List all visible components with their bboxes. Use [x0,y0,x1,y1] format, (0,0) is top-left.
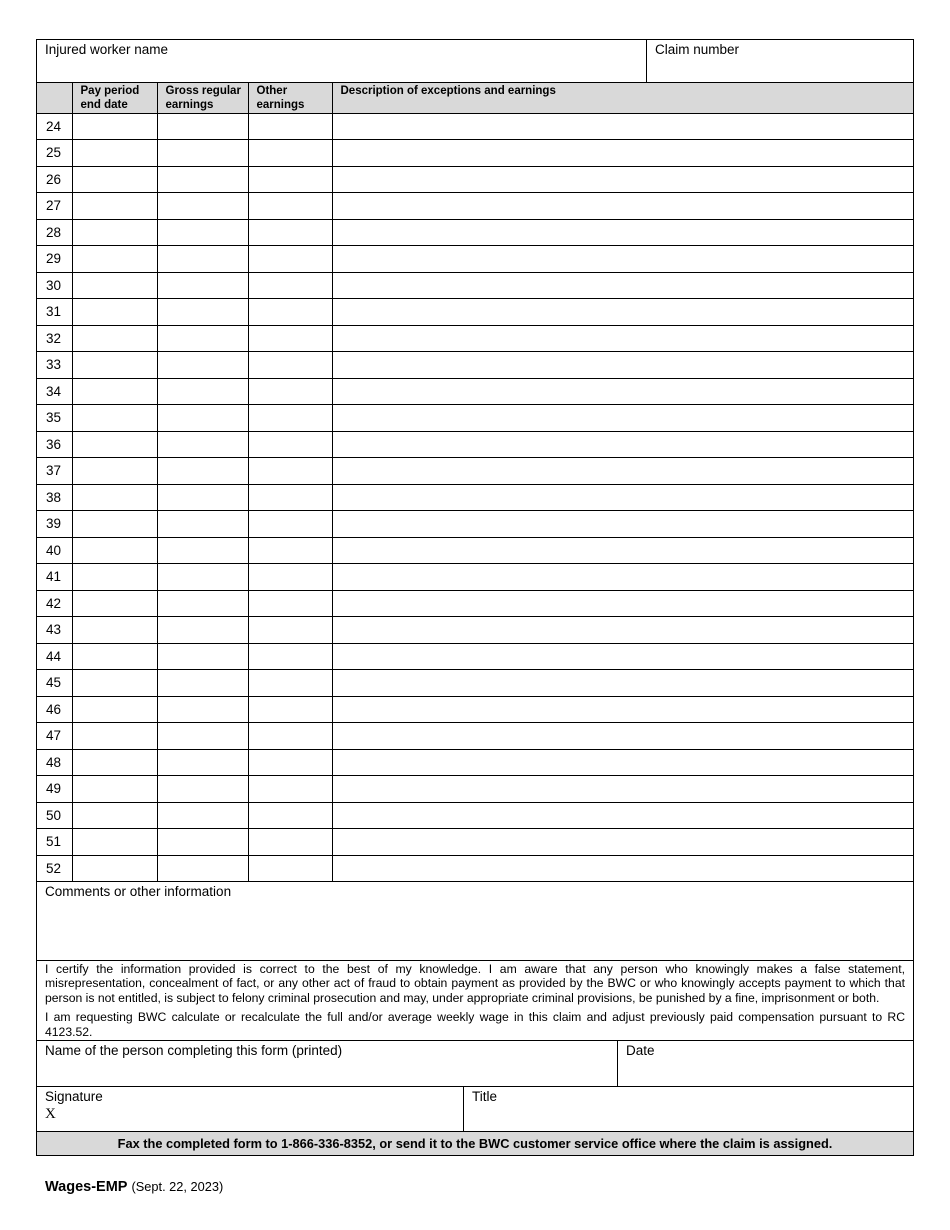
description-cell[interactable] [332,378,913,405]
other-earnings-cell[interactable] [248,299,332,326]
pay-period-end-date-cell[interactable] [72,670,157,697]
injured-worker-name-field[interactable] [37,40,647,82]
signature-label: Signature [45,1089,103,1105]
pay-period-end-date-cell[interactable] [72,193,157,220]
description-cell[interactable] [332,776,913,803]
signature-title-row [37,1087,913,1132]
description-cell[interactable] [332,829,913,856]
certification-paragraph-1: I certify the information provided is correct to the best of my knowledge. I am aware that any person who knowingly makes a false statement, misrepresentation, concealment of fact, or any other act of fraud to obtain payment as provided by the BWC or who knowingly accepts payment to which that person is not entitled, is subject to felony criminal prosecution and may, under appropriate criminal provisions, be punished by a fine, imprisonment or both. [45,962,905,1005]
table-row [37,378,913,405]
row-number: 29 [37,246,72,273]
row-number: 42 [37,590,72,617]
description-cell[interactable] [332,352,913,379]
gross-regular-earnings-cell[interactable] [157,140,248,167]
description-cell[interactable] [332,855,913,882]
gross-regular-earnings-cell[interactable] [157,723,248,750]
form-version: (Sept. 22, 2023) [131,1179,224,1194]
row-number: 46 [37,696,72,723]
pay-period-end-date-cell[interactable] [72,776,157,803]
row-number: 37 [37,458,72,485]
table-row [37,458,913,485]
gross-regular-earnings-cell[interactable] [157,325,248,352]
comments-field[interactable] [37,882,913,961]
row-number: 35 [37,405,72,432]
description-cell[interactable] [332,617,913,644]
gross-regular-earnings-cell[interactable] [157,299,248,326]
other-earnings-cell[interactable] [248,511,332,538]
table-row [37,484,913,511]
other-earnings-cell[interactable] [248,140,332,167]
row-number: 45 [37,670,72,697]
gross-regular-earnings-cell[interactable] [157,193,248,220]
row-number: 52 [37,855,72,882]
description-cell[interactable] [332,802,913,829]
column-header-pay-period-end-date: Pay period end date [72,83,157,113]
table-row [37,537,913,564]
other-earnings-cell[interactable] [248,723,332,750]
certification-paragraph-2: I am requesting BWC calculate or recalculate the full and/or average weekly wage in this claim and adjust previously paid compensation pursuant to RC 4123.52. [45,1010,905,1039]
gross-regular-earnings-cell[interactable] [157,696,248,723]
other-earnings-cell[interactable] [248,378,332,405]
description-cell[interactable] [332,193,913,220]
row-number: 47 [37,723,72,750]
row-number: 41 [37,564,72,591]
table-row [37,193,913,220]
form-footer [45,1179,223,1195]
description-cell[interactable] [332,564,913,591]
description-cell[interactable] [332,643,913,670]
gross-regular-earnings-cell[interactable] [157,776,248,803]
other-earnings-cell[interactable] [248,855,332,882]
gross-regular-earnings-cell[interactable] [157,564,248,591]
form-code: Wages-EMP [45,1179,128,1195]
table-row [37,140,913,167]
table-row [37,299,913,326]
description-cell[interactable] [332,749,913,776]
pay-period-end-date-cell[interactable] [72,272,157,299]
table-row [37,272,913,299]
table-row [37,405,913,432]
gross-regular-earnings-cell[interactable] [157,590,248,617]
date-field[interactable] [618,1041,913,1086]
other-earnings-cell[interactable] [248,670,332,697]
description-cell[interactable] [332,723,913,750]
claim-number-field[interactable] [647,40,913,82]
comments-label: Comments or other information [45,884,232,899]
gross-regular-earnings-cell[interactable] [157,855,248,882]
row-number: 39 [37,511,72,538]
printed-name-field[interactable] [37,1041,618,1086]
description-cell[interactable] [332,325,913,352]
other-earnings-cell[interactable] [248,776,332,803]
gross-regular-earnings-cell[interactable] [157,246,248,273]
description-cell[interactable] [332,140,913,167]
injured-worker-name-label: Injured worker name [45,42,169,57]
table-row [37,352,913,379]
table-row [37,325,913,352]
pay-period-end-date-cell[interactable] [72,325,157,352]
fax-instructions: Fax the completed form to 1-866-336-8352, or send it to the BWC customer service office where the claim is assigned. [37,1132,913,1155]
other-earnings-cell[interactable] [248,246,332,273]
gross-regular-earnings-cell[interactable] [157,484,248,511]
description-cell[interactable] [332,166,913,193]
pay-period-end-date-cell[interactable] [72,749,157,776]
gross-regular-earnings-cell[interactable] [157,643,248,670]
row-number: 30 [37,272,72,299]
pay-period-end-date-cell[interactable] [72,511,157,538]
gross-regular-earnings-cell[interactable] [157,537,248,564]
table-row [37,246,913,273]
pay-period-end-date-cell[interactable] [72,299,157,326]
gross-regular-earnings-cell[interactable] [157,458,248,485]
column-header-row-number [37,83,72,113]
gross-regular-earnings-cell[interactable] [157,378,248,405]
gross-regular-earnings-cell[interactable] [157,431,248,458]
other-earnings-cell[interactable] [248,590,332,617]
other-earnings-cell[interactable] [248,113,332,140]
gross-regular-earnings-cell[interactable] [157,272,248,299]
column-header-other-earnings: Other earnings [248,83,332,113]
table-row [37,802,913,829]
pay-period-end-date-cell[interactable] [72,723,157,750]
other-earnings-cell[interactable] [248,272,332,299]
gross-regular-earnings-cell[interactable] [157,405,248,432]
pay-period-end-date-cell[interactable] [72,696,157,723]
table-row [37,670,913,697]
pay-period-end-date-cell[interactable] [72,405,157,432]
pay-period-end-date-cell[interactable] [72,458,157,485]
pay-period-end-date-cell[interactable] [72,352,157,379]
table-row [37,723,913,750]
header-row [37,40,913,83]
description-cell[interactable] [332,458,913,485]
gross-regular-earnings-cell[interactable] [157,802,248,829]
table-row [37,749,913,776]
description-cell[interactable] [332,405,913,432]
row-number: 50 [37,802,72,829]
other-earnings-cell[interactable] [248,829,332,856]
name-date-row [37,1041,913,1087]
table-row [37,696,913,723]
description-cell[interactable] [332,484,913,511]
other-earnings-cell[interactable] [248,749,332,776]
other-earnings-cell[interactable] [248,325,332,352]
table-row [37,431,913,458]
description-cell[interactable] [332,590,913,617]
row-number: 38 [37,484,72,511]
pay-period-end-date-cell[interactable] [72,378,157,405]
other-earnings-cell[interactable] [248,617,332,644]
row-number: 27 [37,193,72,220]
gross-regular-earnings-cell[interactable] [157,617,248,644]
gross-regular-earnings-cell[interactable] [157,166,248,193]
other-earnings-cell[interactable] [248,193,332,220]
printed-name-label: Name of the person completing this form (printed) [45,1043,343,1059]
title-field[interactable] [464,1087,913,1131]
row-number: 49 [37,776,72,803]
pay-period-end-date-cell[interactable] [72,617,157,644]
other-earnings-cell[interactable] [248,696,332,723]
table-row [37,113,913,140]
row-number: 40 [37,537,72,564]
pay-period-end-date-cell[interactable] [72,564,157,591]
table-row [37,511,913,538]
other-earnings-cell[interactable] [248,352,332,379]
row-number: 25 [37,140,72,167]
other-earnings-cell[interactable] [248,405,332,432]
row-number: 36 [37,431,72,458]
pay-period-end-date-cell[interactable] [72,802,157,829]
gross-regular-earnings-cell[interactable] [157,113,248,140]
other-earnings-cell[interactable] [248,219,332,246]
description-cell[interactable] [332,219,913,246]
description-cell[interactable] [332,299,913,326]
table-row [37,564,913,591]
gross-regular-earnings-cell[interactable] [157,670,248,697]
other-earnings-cell[interactable] [248,166,332,193]
table-row [37,643,913,670]
table-row [37,219,913,246]
pay-period-end-date-cell[interactable] [72,855,157,882]
wages-table-body [37,113,913,882]
pay-period-end-date-cell[interactable] [72,246,157,273]
description-cell[interactable] [332,431,913,458]
pay-period-end-date-cell[interactable] [72,484,157,511]
certification-statement [37,961,913,1041]
gross-regular-earnings-cell[interactable] [157,511,248,538]
pay-period-end-date-cell[interactable] [72,113,157,140]
table-row [37,590,913,617]
pay-period-end-date-cell[interactable] [72,219,157,246]
row-number: 51 [37,829,72,856]
row-number: 48 [37,749,72,776]
signature-x-mark: X [45,1106,56,1123]
row-number: 26 [37,166,72,193]
other-earnings-cell[interactable] [248,643,332,670]
row-number: 44 [37,643,72,670]
table-row [37,617,913,644]
description-cell[interactable] [332,272,913,299]
wages-table [37,83,913,882]
other-earnings-cell[interactable] [248,484,332,511]
signature-field[interactable] [37,1087,464,1131]
row-number: 34 [37,378,72,405]
table-row [37,166,913,193]
pay-period-end-date-cell[interactable] [72,431,157,458]
row-number: 31 [37,299,72,326]
table-row [37,829,913,856]
description-cell[interactable] [332,696,913,723]
gross-regular-earnings-cell[interactable] [157,352,248,379]
description-cell[interactable] [332,537,913,564]
gross-regular-earnings-cell[interactable] [157,749,248,776]
other-earnings-cell[interactable] [248,564,332,591]
pay-period-end-date-cell[interactable] [72,643,157,670]
claim-number-label: Claim number [655,42,740,57]
table-row [37,855,913,882]
row-number: 24 [37,113,72,140]
description-cell[interactable] [332,246,913,273]
row-number: 33 [37,352,72,379]
description-cell[interactable] [332,670,913,697]
wages-table-header [37,83,913,113]
pay-period-end-date-cell[interactable] [72,537,157,564]
table-row [37,776,913,803]
title-label: Title [472,1089,498,1105]
wages-form [36,39,914,1156]
row-number: 32 [37,325,72,352]
other-earnings-cell[interactable] [248,802,332,829]
gross-regular-earnings-cell[interactable] [157,219,248,246]
row-number: 43 [37,617,72,644]
column-header-description: Description of exceptions and earnings [332,83,913,113]
description-cell[interactable] [332,113,913,140]
other-earnings-cell[interactable] [248,458,332,485]
pay-period-end-date-cell[interactable] [72,590,157,617]
pay-period-end-date-cell[interactable] [72,166,157,193]
pay-period-end-date-cell[interactable] [72,140,157,167]
other-earnings-cell[interactable] [248,431,332,458]
column-header-gross-regular-earnings: Gross regular earnings [157,83,248,113]
description-cell[interactable] [332,511,913,538]
other-earnings-cell[interactable] [248,537,332,564]
row-number: 28 [37,219,72,246]
date-label: Date [626,1043,655,1059]
pay-period-end-date-cell[interactable] [72,829,157,856]
gross-regular-earnings-cell[interactable] [157,829,248,856]
